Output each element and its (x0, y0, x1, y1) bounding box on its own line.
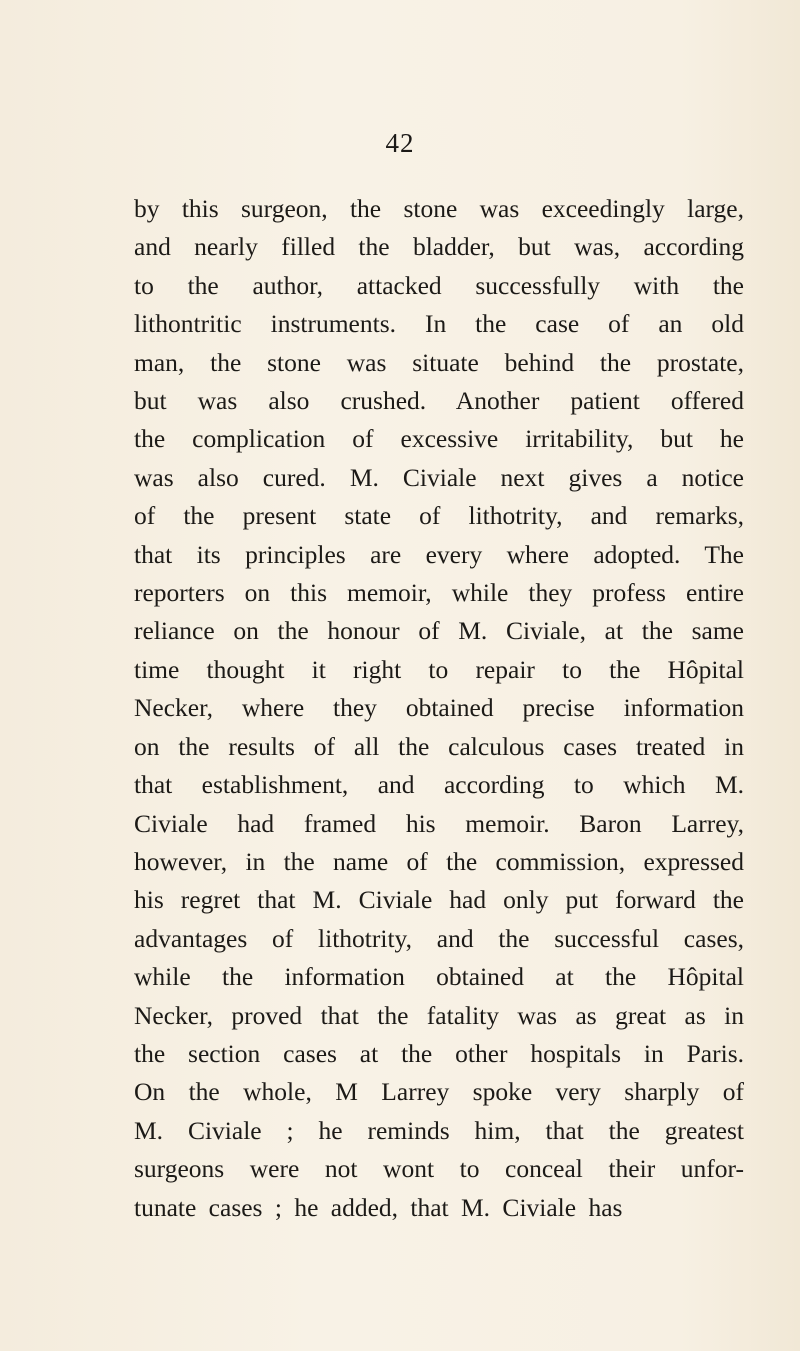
text-line: by this surgeon, the stone was exceedingly large, (134, 194, 744, 223)
text-line: reliance on the honour of M. Civiale, at the same (134, 616, 744, 646)
text-line: the section cases at the other hospitals in Paris. (134, 1038, 744, 1068)
text-line: was also cured. M. Civiale next gives a notice (134, 462, 744, 492)
text-line: his regret that M. Civiale had only put forward the (134, 885, 744, 915)
text-line: reporters on this memoir, while they profess entire (134, 578, 744, 608)
text-line: On the whole, M Larrey spoke very sharply of (134, 1077, 744, 1107)
text-line: of the present state of lithotrity, and remarks, (134, 501, 744, 531)
text-line: that its principles are every where adopted. The (134, 539, 744, 569)
text-line: that establishment, and according to which M. (134, 770, 744, 800)
text-line: tunate cases ; he added, that M. Civiale has (134, 1192, 623, 1222)
text-line: on the results of all the calculous cases treated in (134, 731, 744, 761)
text-line: however, in the name of the commission, expressed (134, 846, 744, 876)
text-line: but was also crushed. Another patient offered (134, 386, 744, 416)
text-line: the complication of excessive irritability, but he (134, 424, 744, 454)
text-line: man, the stone was situate behind the prostate, (134, 347, 744, 377)
text-line: to the author, attacked successfully with the (134, 270, 744, 300)
text-line: Necker, proved that the fatality was as great as in (134, 1000, 744, 1030)
text-line: and nearly filled the bladder, but was, according (134, 232, 744, 262)
page-number: 42 (385, 128, 415, 158)
text-line: surgeons were not wont to conceal their unfor- (134, 1154, 744, 1184)
text-line: lithontritic instruments. In the case of an old (134, 309, 744, 339)
text-line: advantages of lithotrity, and the successful cases, (134, 923, 744, 953)
text-line: M. Civiale ; he reminds him, that the greatest (134, 1115, 744, 1145)
body-text (134, 190, 744, 1227)
text-line: while the information obtained at the Hôpital (134, 962, 744, 992)
text-line: time thought it right to repair to the Hôpital (134, 654, 744, 684)
text-line: Civiale had framed his memoir. Baron Larrey, (134, 808, 744, 838)
text-line: Necker, where they obtained precise information (134, 693, 744, 723)
